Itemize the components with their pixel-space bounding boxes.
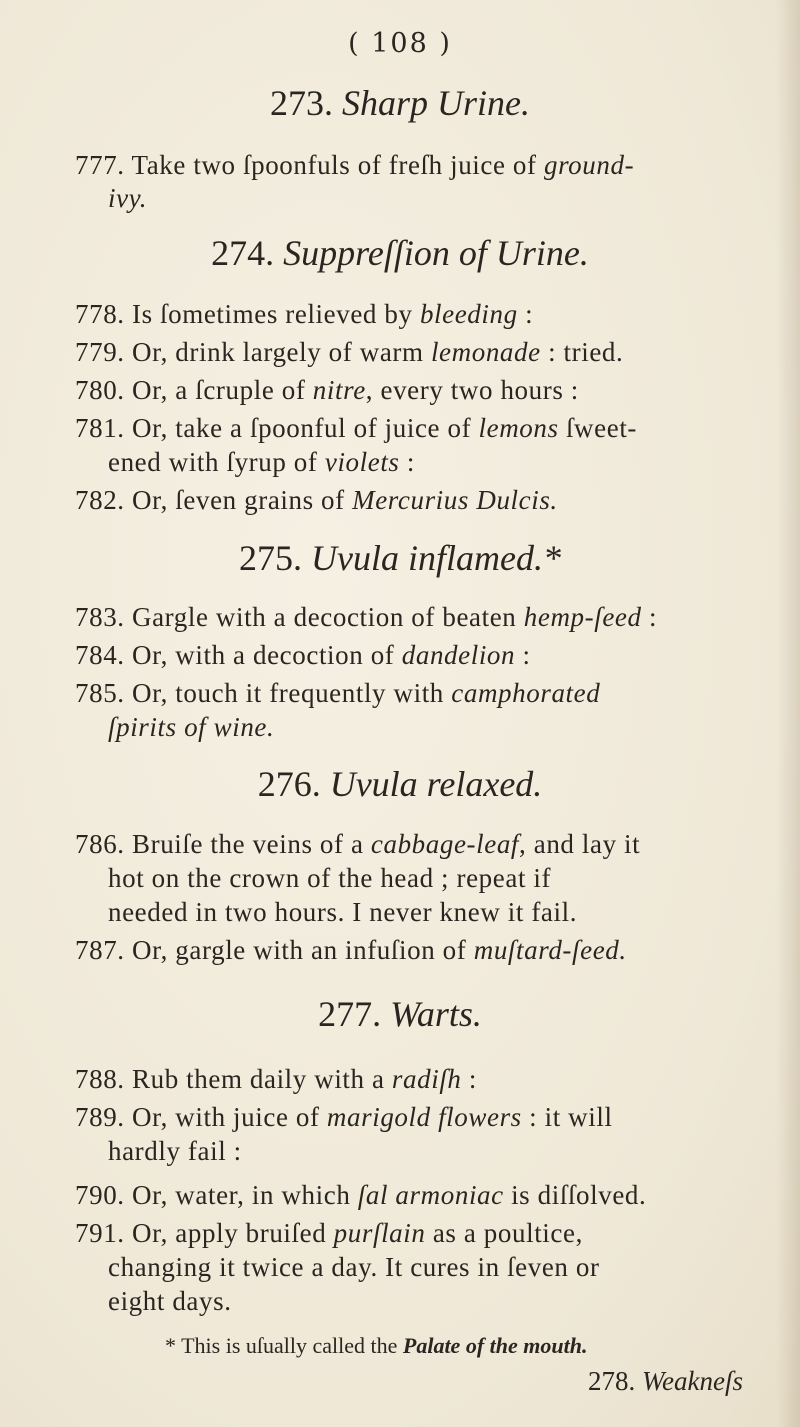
entry-791-line-2: changing it twice a day. It cures in ſeven or xyxy=(108,1252,600,1282)
section-number: 275. xyxy=(239,538,303,578)
section-title: Uvula inflamed.* xyxy=(311,538,561,578)
entry-789-line-1: 789. Or, with juice of marigold flowers : it will xyxy=(75,1102,613,1132)
entry-786-line-3: needed in two hours. I never knew it fail. xyxy=(108,897,578,927)
section-heading-273 xyxy=(0,82,800,124)
section-heading-276 xyxy=(0,763,800,805)
entry-777-line-1: 777. Take two ſpoonfuls of freſh juice of ground- xyxy=(75,150,635,180)
entry-777-line-2: ivy. xyxy=(108,183,148,213)
catchword-text: Weakneſs xyxy=(642,1366,743,1396)
entry-785-line-2: ſpirits of wine. xyxy=(108,712,275,742)
section-title: Uvula relaxed. xyxy=(329,764,543,804)
entry-784: 784. Or, with a decoction of dandelion : xyxy=(75,640,531,670)
section-heading-275 xyxy=(0,537,800,579)
entry-787: 787. Or, gargle with an infuſion of muſtard-ſeed. xyxy=(75,935,627,965)
entry-783: 783. Gargle with a decoction of beaten hemp-ſeed : xyxy=(75,602,658,632)
entry-782: 782. Or, ſeven grains of Mercurius Dulcis. xyxy=(75,485,558,515)
page-number: ( 108 ) xyxy=(348,28,452,59)
entry-790: 790. Or, water, in which ſal armoniac is diſſolved. xyxy=(75,1180,647,1210)
catchword-number: 278. xyxy=(588,1366,636,1396)
entry-780: 780. Or, a ſcruple of nitre, every two hours : xyxy=(75,375,579,405)
catchword xyxy=(588,1366,743,1397)
section-title: Sharp Urine. xyxy=(342,83,530,123)
entry-789-line-2: hardly fail : xyxy=(108,1136,242,1166)
entry-781-line-2: ened with ſyrup of violets : xyxy=(108,447,415,477)
section-title: Suppreſſion of Urine. xyxy=(283,233,589,273)
section-number: 277. xyxy=(318,994,382,1034)
page-edge-shadow xyxy=(776,0,800,1427)
section-title: Warts. xyxy=(390,994,482,1034)
entry-785-line-1: 785. Or, touch it frequently with camphorated xyxy=(75,678,601,708)
section-number: 273. xyxy=(270,83,333,123)
entry-779: 779. Or, drink largely of warm lemonade : tried. xyxy=(75,337,624,367)
section-number: 276. xyxy=(257,764,321,804)
entry-788: 788. Rub them daily with a radiſh : xyxy=(75,1064,477,1094)
entry-786-line-1: 786. Bruiſe the veins of a cabbage-leaf, and lay it xyxy=(75,829,641,859)
footnote: * This is uſually called the Palate of the mouth. xyxy=(165,1333,588,1358)
entry-791-line-3: eight days. xyxy=(108,1286,232,1316)
entry-791-line-1: 791. Or, apply bruiſed purſlain as a poultice, xyxy=(75,1218,583,1248)
entry-781-line-1: 781. Or, take a ſpoonful of juice of lemons ſweet- xyxy=(75,413,638,443)
entry-786-line-2: hot on the crown of the head ; repeat if xyxy=(108,863,552,893)
section-heading-277 xyxy=(0,993,800,1035)
entry-778: 778. Is ſometimes relieved by bleeding : xyxy=(75,299,534,329)
section-number: 274. xyxy=(211,233,275,273)
section-heading-274 xyxy=(0,232,800,274)
